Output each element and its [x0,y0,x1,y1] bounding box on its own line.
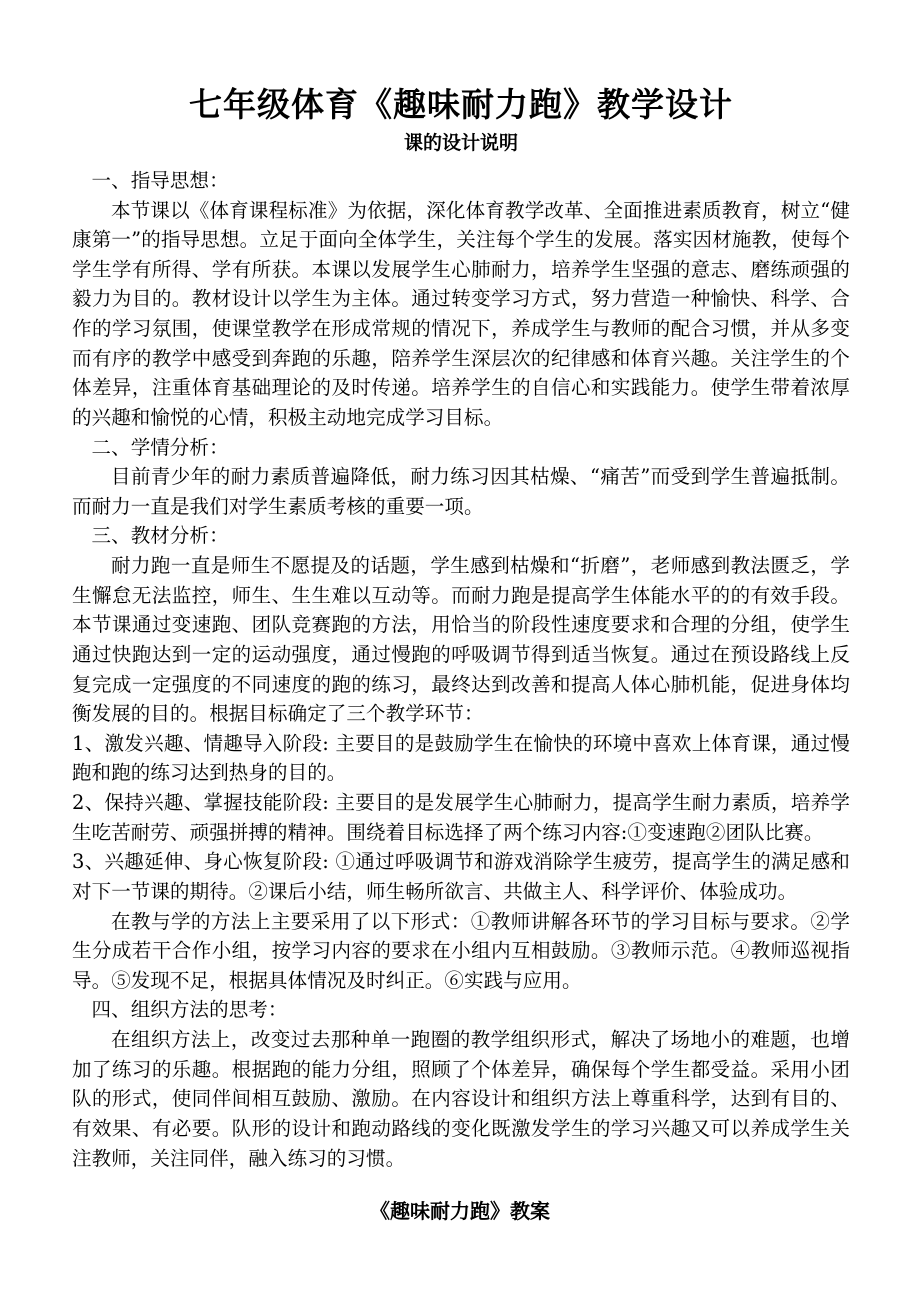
section-heading-student-analysis: 二、学情分析： [91,435,229,459]
paragraph-student-analysis: 目前青少年的耐力素质普遍降低，耐力练习因其枯燥、“痛苦”而受到学生普遍抵制。而耐力一直是我们对学生素质考核的重要一项。 [72,465,850,518]
paragraph-organization: 在组织方法上，改变过去那种单一跑圈的教学组织形式，解决了场地小的难题，也增加了练习的乐趣。根据跑的能力分组，照顾了个体差异，确保每个学生都受益。采用小团队的形式，使同伴间相互鼓励、激励。在内容设计和组织方法上尊重科学，达到有目的、有效果、有必要。队形的设计和跑动路线的变化既激发学生的学习兴趣又可以养成学生关注教师，关注同伴，融入练习的习惯。 [72,1028,850,1170]
paragraph-guiding-thought: 本节课以《体育课程标准》为依据，深化体育教学改革、全面推进素质教育，树立“健康第一”的指导思想。立足于面向全体学生，关注每个学生的发展。落实因材施教，使每个学生学有所得、学有所获。本课以发展学生心肺耐力，培养学生坚强的意志、磨练顽强的毅力为目的。教材设计以学生为主体。通过转变学习方式，努力营造一种愉快、科学、合作的学习氛围，使课堂教学在形成常规的情况下，养成学生与教师的配合习惯，并从多变而有序的教学中感受到奔跑的乐趣，陪养学生深层次的纪律感和体育兴趣。关注学生的个体差异，注重体育基础理论的及时传递。培养学生的自信心和实践能力。使学生带着浓厚的兴趣和愉悦的心情，积极主动地完成学习目标。 [72,198,850,429]
page-subtitle: 课的设计说明 [403,132,518,155]
list-item-stage-1: 1、激发兴趣、情趣导入阶段: 主要目的是鼓励学生在愉快的环境中喜欢上体育课，通过慢跑和跑的练习达到热身的目的。 [72,731,850,785]
paragraph-material-analysis: 耐力跑一直是师生不愿提及的话题，学生感到枯燥和“折磨”，老师感到教法匮乏，学生懈怠无法监控，师生、生生难以互动等。而耐力跑是提高学生体能水平的的有效手段。本节课通过变速跑、团队竞赛跑的方法，用恰当的阶段性速度要求和合理的分组，使学生通过快跑达到一定的运动强度，通过慢跑的呼吸调节得到适当恢复。通过在预设路线上反复完成一定强度的不同速度的跑的练习，最终达到改善和提高人体心肺机能，促进身体均衡发展的目的。根据目标确定了三个教学环节： [72,554,850,726]
section-heading-organization: 四、组织方法的思考： [91,998,288,1022]
footer-title: 《趣味耐力跑》教案 [370,1199,550,1223]
document-body [72,84,850,1173]
list-item-stage-3: 3、兴趣延伸、身心恢复阶段: ①通过呼吸调节和游戏消除学生疲劳，提高学生的满足感和对下一节课的期待。②课后小结，师生畅所欲言、共做主人、科学评价、体验成功。 [72,850,850,903]
page-title: 七年级体育《趣味耐力跑》教学设计 [189,85,733,124]
list-item-stage-2: 2、保持兴趣、掌握技能阶段: 主要目的是发展学生心肺耐力，提高学生耐力素质，培养学生吃苦耐劳、顽强拼搏的精神。围绕着目标选择了两个练习内容:①变速跑②团队比赛。 [72,791,850,844]
paragraph-teaching-methods: 在教与学的方法上主要采用了以下形式：①教师讲解各环节的学习目标与要求。②学生分成若干合作小组，按学习内容的要求在小组内互相鼓励。③教师示范。④教师巡视指导。⑤发现不足，根据具体情况及时纠正。⑥实践与应用。 [72,909,850,992]
section-heading-guiding-thought: 一、指导思想： [91,168,229,192]
section-heading-material-analysis: 三、教材分析： [91,524,229,548]
